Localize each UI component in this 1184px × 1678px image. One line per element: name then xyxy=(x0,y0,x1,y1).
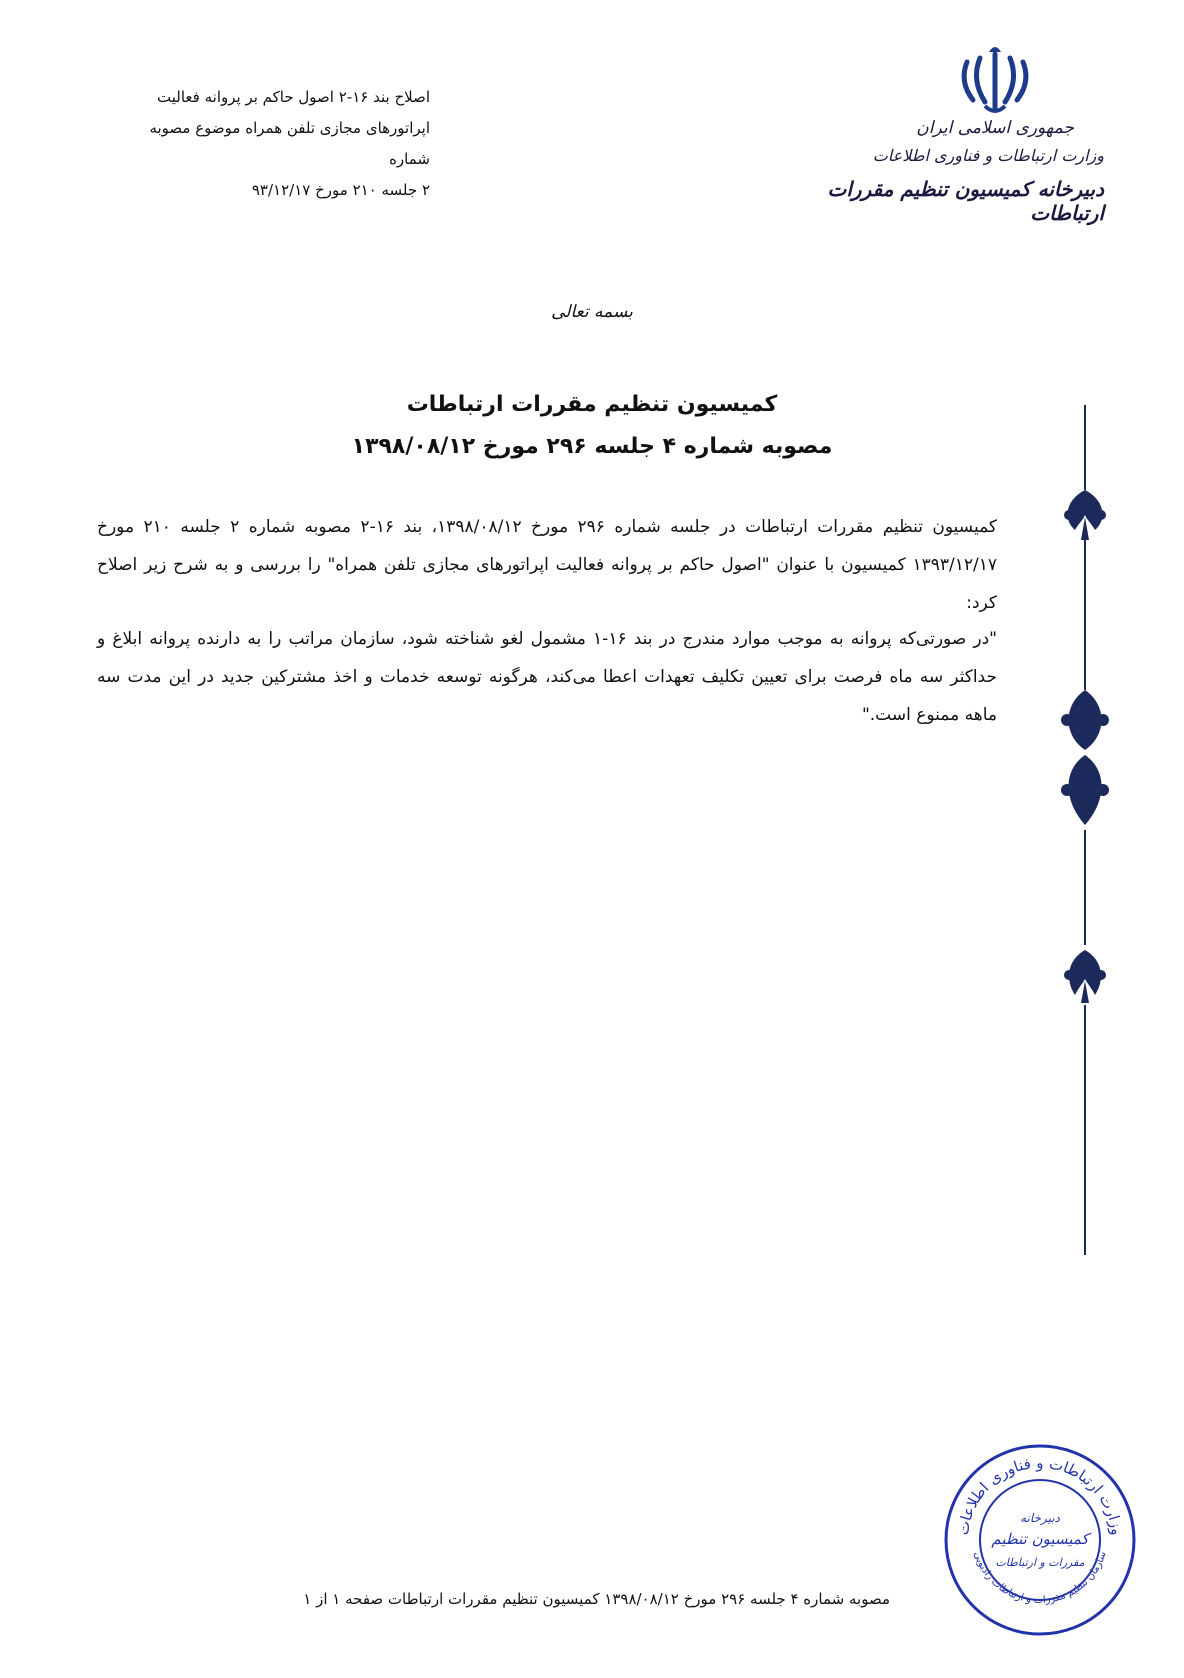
resolution-title: مصوبه شماره ۴ جلسه ۲۹۶ مورخ ۱۳۹۸/۰۸/۱۲ xyxy=(351,434,833,459)
stamp-bottom-text: سازمان تنظیم مقررات و ارتباطات رادیویی xyxy=(971,1550,1109,1607)
basmala: بسمه تعالی xyxy=(551,302,633,322)
subject-line-3: ۲ جلسه ۲۱۰ مورخ ۹۳/۱۲/۱۷ xyxy=(251,181,430,199)
subject-line-1: اصلاح بند ۱۶-۲ اصول حاکم بر پروانه فعالیت xyxy=(157,88,430,106)
floral-ornament-icon xyxy=(1064,490,1106,540)
document-title: کمیسیون تنظیم مقررات ارتباطات xyxy=(406,392,778,417)
subject-block xyxy=(120,82,430,206)
body-paragraph-1: کمیسیون تنظیم مقررات ارتباطات در جلسه شماره ۲۹۶ مورخ ۱۳۹۸/۰۸/۱۲، بند ۱۶-۲ مصوبه شماره ۲ جلسه ۲۱۰ مورخ ۱۳۹۳/۱۲/۱۷ کمیسیون با عنوان "اصول حاکم بر پروانه فعالیت اپراتورهای مجازی تلفن همراه" را بررسی و به شرح زیر اصلاح کرد: xyxy=(97,517,997,613)
org-header xyxy=(804,118,1104,225)
country-name: جمهوری اسلامی ایران xyxy=(916,118,1074,138)
stamp-inner-line-2: کمیسیون تنظیم xyxy=(991,1530,1089,1548)
floral-ornament-icon xyxy=(1061,690,1109,825)
floral-ornament-icon xyxy=(1064,950,1106,1003)
stamp-inner-line-1: دبیرخانه xyxy=(1020,1511,1060,1525)
page-footer: مصوبه شماره ۴ جلسه ۲۹۶ مورخ ۱۳۹۸/۰۸/۱۲ کمیسیون تنظیم مقررات ارتباطات صفحه ۱ از ۱ xyxy=(303,1590,890,1608)
decorative-border xyxy=(1055,405,1115,1255)
body-paragraph-2: "در صورتی‌که پروانه به موجب موارد مندرج در بند ۱۶-۱ مشمول لغو شناخته شود، سازمان مراتب را به دارنده پروانه ابلاغ و حداکثر سه ماه فرصت برای تعیین تکلیف تعهدات اعطا می‌کند، هرگونه توسعه خدمات و اخذ مشترکین جدید در این مدت سه ماهه ممنوع است." xyxy=(97,629,997,725)
subject-line-2: اپراتورهای مجازی تلفن همراه موضوع مصوبه شماره xyxy=(149,119,430,168)
stamp-outer-text: وزارت ارتباطات و فناوری اطلاعات xyxy=(953,1453,1126,1537)
official-stamp xyxy=(940,1440,1140,1640)
iran-emblem-icon xyxy=(955,40,1035,120)
stamp-inner-line-3: مقررات و ارتباطات xyxy=(995,1556,1085,1569)
secretariat-name: دبیرخانه کمیسیون تنظیم مقررات ارتباطات xyxy=(827,177,1104,225)
ministry-name: وزارت ارتباطات و فناوری اطلاعات xyxy=(872,146,1104,165)
